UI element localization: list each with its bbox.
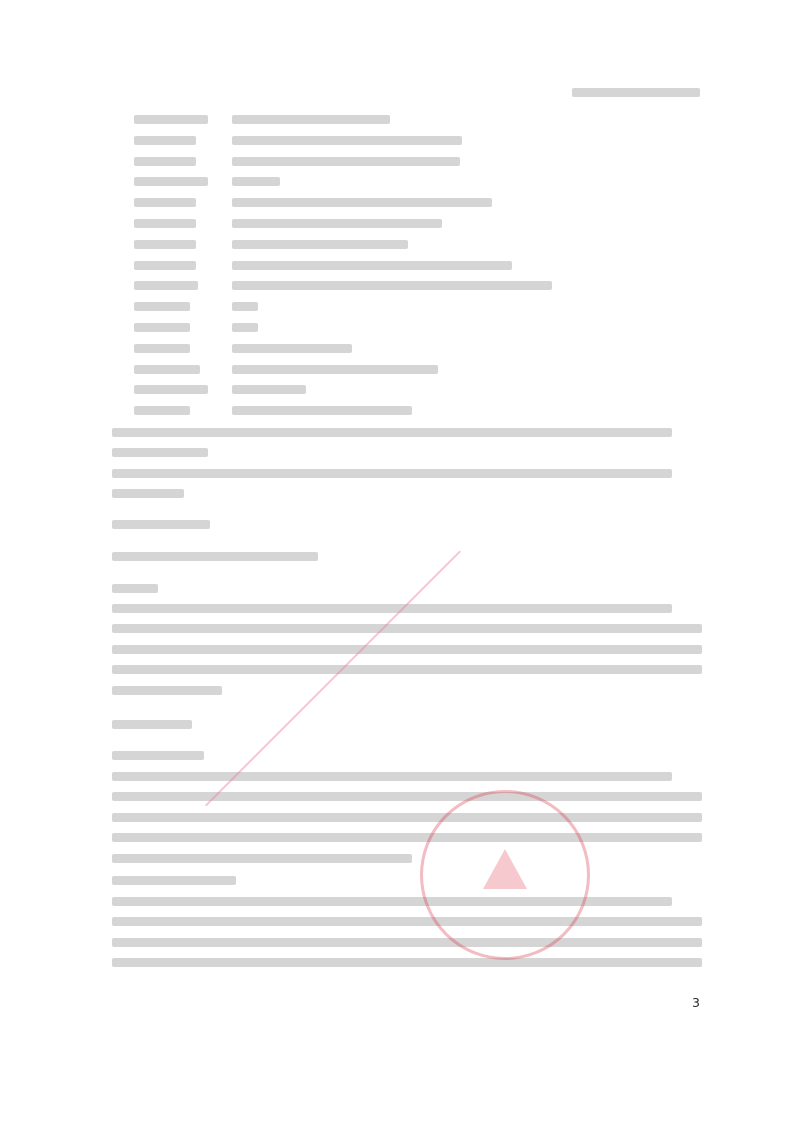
reference-row: [134, 194, 704, 215]
reference-paragraph-2: [112, 463, 704, 504]
subsection-paragraph: [112, 766, 704, 869]
reference-row: [134, 215, 704, 236]
reference-row: [134, 381, 704, 402]
section-heading: [112, 517, 210, 532]
subsection-heading: [112, 872, 236, 887]
reference-row: [134, 319, 704, 340]
reference-list: [134, 111, 704, 423]
reference-row: [134, 111, 704, 132]
reference-row: [134, 153, 704, 174]
section-heading: [112, 717, 192, 732]
reference-paragraph-1: [112, 422, 704, 463]
subsection-heading: [112, 747, 204, 762]
reference-row: [134, 132, 704, 153]
subsection-paragraph: [112, 891, 704, 973]
header-standard-code: [572, 84, 700, 99]
reference-row: [134, 340, 704, 361]
reference-row: [134, 236, 704, 257]
reference-row: [134, 173, 704, 194]
reference-row: [134, 257, 704, 278]
reference-row: [134, 361, 704, 382]
reference-row: [134, 277, 704, 298]
page-number: 3: [692, 995, 700, 1010]
term-heading: [112, 580, 158, 595]
section-intro-paragraph: [112, 546, 704, 567]
reference-row: [134, 402, 704, 423]
term-definition-paragraph: [112, 598, 704, 701]
reference-row: [134, 298, 704, 319]
